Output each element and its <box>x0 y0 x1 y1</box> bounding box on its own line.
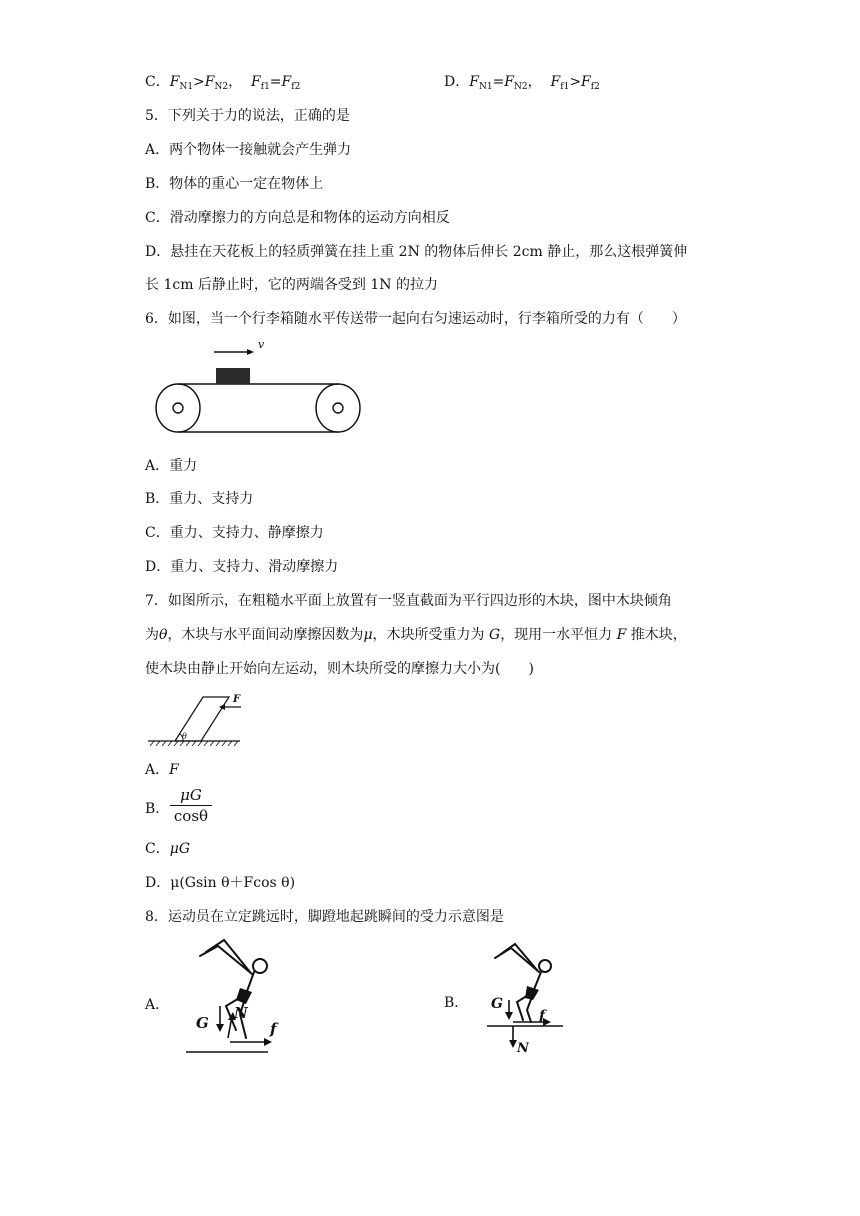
force-label: F <box>233 694 241 705</box>
q5-stem: 5．下列关于力的说法，正确的是 <box>145 108 350 124</box>
q7-stem-line2: 为θ，木块与水平面间动摩擦因数为μ，木块所受重力为 G，现用一水平恒力 F 推木块， <box>145 627 687 643</box>
q7-option-c: C．μG <box>145 841 191 857</box>
angle-label: θ <box>182 732 187 741</box>
gravity-arrowhead <box>216 1024 224 1032</box>
friction-arrowhead <box>264 1038 272 1046</box>
friction-label: f <box>270 1020 277 1038</box>
q4-option-d: D．$F_{N1}=F_{N2}$， $F_{f1}>F_{f2}$ <box>444 74 600 92</box>
athlete-shorts <box>236 988 252 1004</box>
athlete-figure-b <box>483 940 573 1060</box>
normal-label: N <box>234 1004 248 1022</box>
athlete-shorts <box>525 986 539 1000</box>
gravity-label: G <box>196 1014 209 1032</box>
fraction-numerator: μG <box>170 786 212 806</box>
block-on-ground-figure <box>145 688 245 750</box>
q7-stem-line1: 7．如图所示，在粗糙水平面上放置有一竖直截面为平行四边形的木块，图中木块倾角 <box>145 593 672 609</box>
normal-arrowhead <box>509 1040 517 1048</box>
conveyor-belt-figure <box>150 340 365 435</box>
q6-stem: 6．如图，当一个行李箱随水平传送带一起向右匀速运动时，行李箱所受的力有（ ） <box>145 311 686 327</box>
q6-option-d: D．重力、支持力、滑动摩擦力 <box>145 559 339 575</box>
q8-stem: 8．运动员在立定跳远时，脚蹬地起跳瞬间的受力示意图是 <box>145 909 504 925</box>
athlete-figure-a <box>180 934 285 1059</box>
athlete-head <box>539 960 551 972</box>
left-roller-axle <box>173 403 183 413</box>
q4-option-c: C．$F_{N1}>F_{N2}$， $F_{f1}=F_{f2}$ <box>145 74 301 92</box>
q7-stem-line3: 使木块由静止开始向左运动，则木块所受的摩擦力大小为( ) <box>145 661 534 677</box>
velocity-arrowhead <box>247 349 254 355</box>
right-roller <box>316 384 360 432</box>
gravity-label: G <box>491 996 503 1012</box>
q6-option-a: A．重力 <box>145 458 198 474</box>
athlete-arms <box>200 940 252 974</box>
q8-option-a-label: A． <box>145 997 170 1013</box>
athlete-head <box>253 959 267 973</box>
right-roller-axle <box>333 403 343 413</box>
q5-option-d-line1: D．悬挂在天花板上的轻质弹簧在挂上重 2N 的物体后伸长 2cm 静止，那么这根弹簧伸 <box>145 244 688 260</box>
q6-option-c: C．重力、支持力、静摩擦力 <box>145 525 324 541</box>
fraction-denominator: cosθ <box>173 807 209 825</box>
q5-option-a: A．两个物体一接触就会产生弹力 <box>145 142 352 158</box>
q6-option-b: B．重力、支持力 <box>145 491 254 507</box>
q5-option-c: C．滑动摩擦力的方向总是和物体的运动方向相反 <box>145 210 450 226</box>
velocity-label: v <box>258 338 265 351</box>
ground-hatching <box>150 741 238 746</box>
q7-option-b-label: B． <box>145 801 170 817</box>
q5-option-d-line2: 长 1cm 后静止时，它的两端各受到 1N 的拉力 <box>145 277 438 293</box>
q7-option-b-fraction <box>170 786 212 825</box>
athlete-arms <box>495 944 539 972</box>
left-roller <box>156 384 200 432</box>
q5-option-b: B．物体的重心一定在物体上 <box>145 176 324 192</box>
suitcase <box>216 368 250 384</box>
q7-option-a: A．F <box>145 762 179 778</box>
q8-option-b-label: B． <box>444 995 469 1011</box>
gravity-arrowhead <box>505 1012 513 1020</box>
q7-option-d: D．μ(Gsin θ＋Fcos θ) <box>145 875 296 891</box>
normal-label: N <box>517 1041 529 1056</box>
friction-label: f <box>539 1008 546 1024</box>
